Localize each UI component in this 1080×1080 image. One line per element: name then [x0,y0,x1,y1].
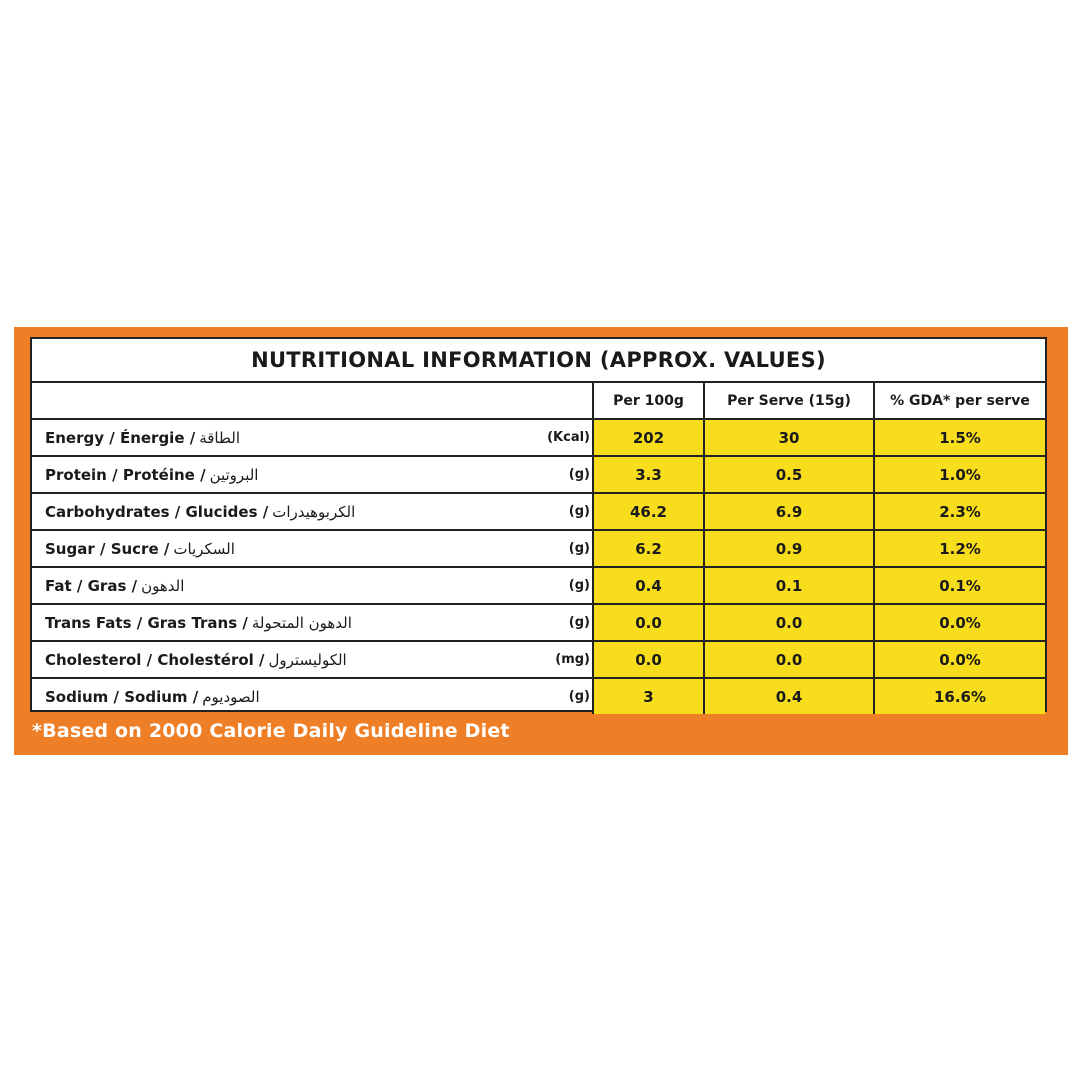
value-per-serve: 0.0 [703,642,873,677]
nutrition-panel [14,327,1068,755]
separator: / [131,613,148,632]
nutrient-name-ar: الدهون [141,576,185,595]
value-per-100g: 202 [592,420,703,455]
value-gda: 16.6% [873,679,1045,714]
nutrient-unit: (g) [568,615,590,630]
nutrient-unit: (mg) [555,652,590,667]
nutrient-name-en: Sodium [45,687,109,706]
value-per-100g: 46.2 [592,494,703,529]
nutrient-name-fr: Sucre [110,539,159,558]
nutrient-unit: (g) [568,689,590,704]
nutrient-name-ar: السكريات [173,539,235,558]
nutrient-name-ar: الطاقة [199,428,241,447]
table-title: NUTRITIONAL INFORMATION (APPROX. VALUES) [32,339,1045,383]
value-per-100g: 6.2 [592,531,703,566]
separator: / [104,428,120,447]
separator: / [126,576,138,595]
value-gda: 0.0% [873,642,1045,677]
column-header-row [32,383,1045,420]
nutrient-name-en: Sugar [45,539,95,558]
nutrient-unit: (g) [568,467,590,482]
table-row [32,494,1045,531]
separator: / [108,687,125,706]
nutrient-name-fr: Sodium [124,687,188,706]
separator: / [158,539,170,558]
nutrient-name-en: Cholesterol [45,650,142,669]
header-label-cell [32,383,592,418]
column-header-gda: % GDA* per serve [873,383,1045,418]
value-per-serve: 30 [703,420,873,455]
nutrient-name-en: Trans Fats [45,613,132,632]
value-per-100g: 0.0 [592,605,703,640]
nutrient-name-fr: Énergie [119,428,185,447]
nutrient-name-en: Carbohydrates [45,502,170,521]
table-row [32,679,1045,714]
separator: / [237,613,248,632]
separator: / [187,687,199,706]
value-per-serve: 0.4 [703,679,873,714]
separator: / [141,650,158,669]
column-header-per-100g: Per 100g [592,383,703,418]
value-gda: 0.0% [873,605,1045,640]
nutrient-name-ar: الدهون المتحولة [251,613,352,632]
separator: / [94,539,111,558]
value-gda: 1.0% [873,457,1045,492]
value-gda: 1.2% [873,531,1045,566]
separator: / [71,576,88,595]
value-per-serve: 0.5 [703,457,873,492]
table-row [32,568,1045,605]
nutrient-name-ar: الكربوهيدرات [272,502,356,521]
nutrient-name-ar: الصوديوم [202,687,260,706]
table-row [32,420,1045,457]
nutrient-name-fr: Gras [87,576,127,595]
nutrient-unit: (g) [568,541,590,556]
value-per-serve: 0.1 [703,568,873,603]
nutrient-name-fr: Glucides [185,502,258,521]
column-header-per-serve: Per Serve (15g) [703,383,873,418]
value-per-100g: 0.4 [592,568,703,603]
nutrient-name-ar: الكوليسترول [268,650,347,669]
nutrient-name-fr: Protéine [122,465,195,484]
nutrient-unit: (g) [568,578,590,593]
value-per-100g: 0.0 [592,642,703,677]
value-per-serve: 0.9 [703,531,873,566]
value-gda: 0.1% [873,568,1045,603]
separator: / [253,650,265,669]
separator: / [106,465,123,484]
nutrient-name-fr: Cholestérol [157,650,254,669]
nutrient-unit: (Kcal) [547,430,590,445]
separator: / [169,502,186,521]
nutrient-unit: (g) [568,504,590,519]
value-per-100g: 3.3 [592,457,703,492]
value-per-serve: 6.9 [703,494,873,529]
table-row [32,642,1045,679]
separator: / [257,502,269,521]
nutrient-name-en: Fat [45,576,72,595]
separator: / [194,465,206,484]
value-gda: 1.5% [873,420,1045,455]
nutrient-name-fr: Gras Trans [147,613,238,632]
nutrient-name-en: Protein [45,465,107,484]
table-row [32,605,1045,642]
nutrient-name-en: Energy [45,428,105,447]
nutrition-table [30,337,1047,712]
separator: / [184,428,196,447]
value-per-100g: 3 [592,679,703,714]
nutrient-name-ar: البروتين [209,465,259,484]
table-row [32,457,1045,494]
value-per-serve: 0.0 [703,605,873,640]
table-row [32,531,1045,568]
footnote: *Based on 2000 Calorie Daily Guideline Diet [32,720,510,742]
value-gda: 2.3% [873,494,1045,529]
